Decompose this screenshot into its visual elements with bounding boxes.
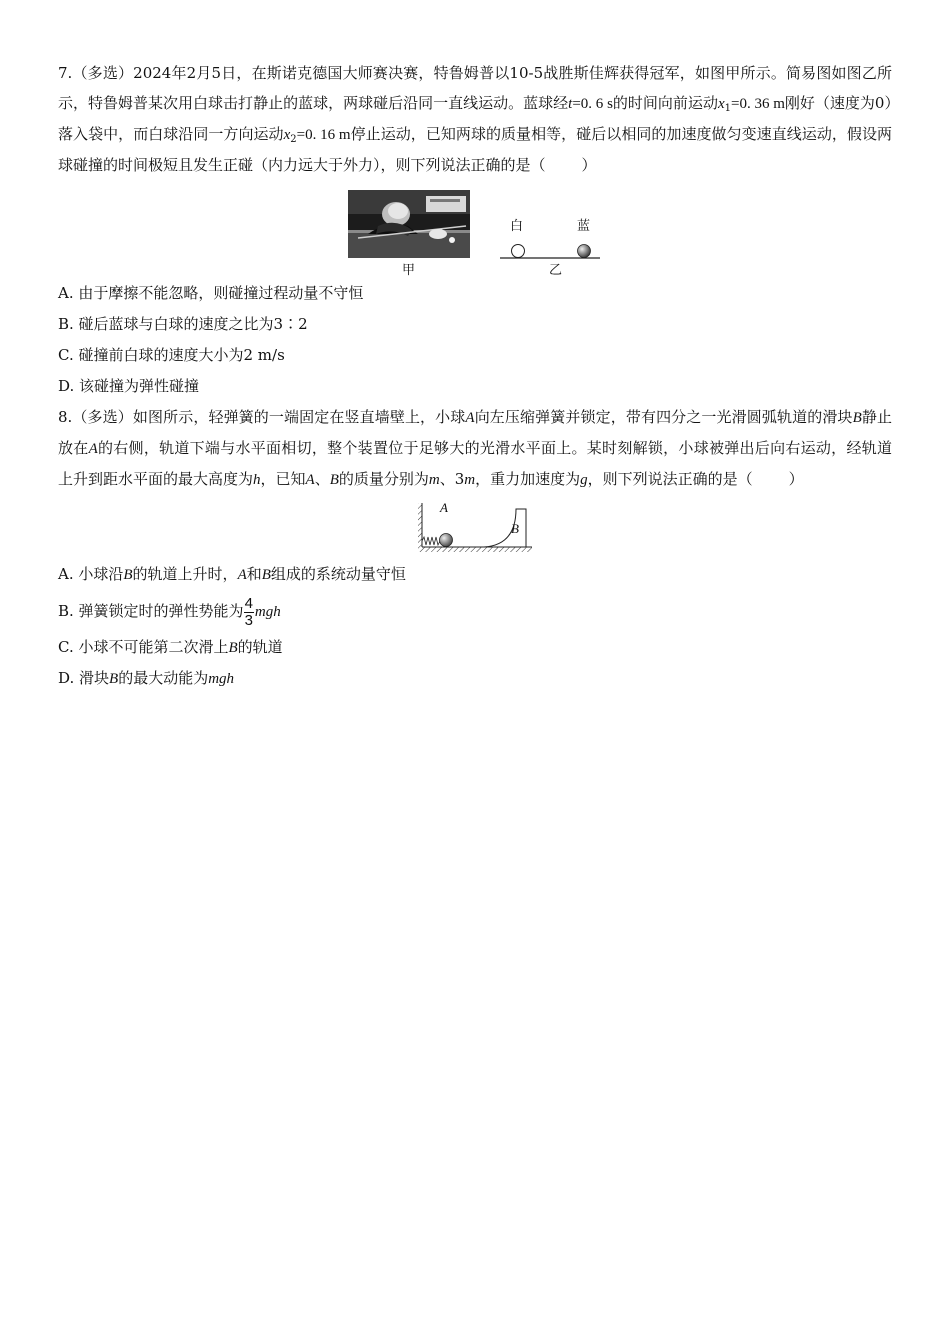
q7-option-a[interactable]: A. 由于摩擦不能忽略，则碰撞过程动量不守恒 (58, 284, 364, 302)
var-B: B (261, 567, 271, 583)
paren-close: ） (581, 156, 597, 174)
var-x1: x (717, 96, 725, 112)
var-h: h (253, 472, 261, 488)
paren-close: ） (788, 470, 804, 488)
figure-label-b: B (511, 521, 519, 536)
q7-text: 停止运动，已知两球的质量相等，碰后以相同的加速度做匀变速直线运动，假设两球碰撞的时间极短且发生正碰（内力远大于外力），则下列说法正确的是（ (58, 125, 892, 174)
var-g: g (580, 472, 588, 488)
q7-option-d[interactable]: D. 该碰撞为弹性碰撞 (58, 377, 200, 395)
opt-text: 组成的系统动量守恒 (270, 565, 406, 583)
val-x1: =0. 36 m (731, 96, 785, 112)
var-A: A (237, 567, 247, 583)
figure-7 (58, 186, 892, 276)
snooker-photo (348, 190, 470, 258)
opt-text: 的最大动能为 (118, 669, 209, 687)
figure-label-a: A (440, 500, 448, 515)
var-B: B (123, 567, 133, 583)
q8-text: 向左压缩弹簧并锁定，带有四分之一光滑圆弧轨道的滑块 (474, 408, 853, 426)
question-tag: （多选） (72, 408, 133, 426)
sub-2: 2 (290, 134, 297, 145)
opt-text: D. 滑块 (58, 669, 110, 687)
page (58, 58, 892, 694)
label-blue-ball: 蓝 (577, 219, 591, 234)
val-t: =0. 6 s (572, 96, 613, 112)
q7-option-c[interactable]: C. 碰撞前白球的速度大小为2 m/s (58, 346, 285, 364)
opt-text: 和 (246, 565, 262, 583)
q8-option-c[interactable] (58, 632, 892, 663)
q8-text: 如图所示，轻弹簧的一端固定在竖直墙壁上，小球 (132, 408, 466, 426)
label-white-ball: 白 (510, 219, 524, 234)
var-B: B (329, 472, 339, 488)
var-B: B (109, 671, 119, 687)
q7-text: 的时间向前运动 (612, 94, 718, 112)
q8-text: 的右侧，轨道下端与水平面相切，整个装置位于足够大的光滑水平面上。某时刻解锁，小球被弹出后向右运动，经轨道上升到距水平面的最大高度为 (58, 439, 892, 488)
var-B: B (852, 410, 862, 426)
fraction-denominator: 3 (244, 611, 253, 629)
opt-text: 的轨道上升时， (132, 565, 238, 583)
question-tag: （多选） (72, 64, 134, 82)
var-x2: x (283, 127, 291, 143)
var-mgh: mgh (208, 671, 235, 687)
q8-option-d[interactable] (58, 663, 892, 694)
val-x2: =0. 16 m (296, 127, 351, 143)
var-A: A (465, 410, 475, 426)
q7-option-b[interactable]: B. 碰后蓝球与白球的速度之比为3∶2 (58, 315, 308, 333)
var-A: A (88, 441, 98, 457)
opt-text: B. 弹簧锁定时的弹性势能为 (58, 602, 244, 620)
question-number: 8. (58, 408, 73, 426)
q8-option-b[interactable] (58, 590, 892, 632)
var-A: A (305, 472, 315, 488)
opt-text: C. 小球不可能第二次滑上 (58, 638, 229, 656)
q8-option-a[interactable] (58, 559, 892, 590)
q8-text: 、3 (439, 470, 465, 488)
q8-text: ，则下列说法正确的是（ (587, 470, 753, 488)
var-t: t (568, 96, 573, 112)
var-B: B (228, 640, 238, 656)
fraction (244, 596, 254, 629)
snooker-photo-image (348, 190, 470, 258)
figure-8 (58, 499, 892, 557)
opt-text: A. 小球沿 (58, 565, 124, 583)
q8-text: 静止放在 (58, 408, 892, 457)
var-mgh: mgh (254, 604, 281, 620)
q8-text: 、 (314, 470, 330, 488)
question-8-stem (58, 402, 892, 495)
q8-text: ，重力加速度为 (475, 470, 581, 488)
var-m: m (428, 472, 440, 488)
figure-caption-yi: 乙 (549, 263, 563, 278)
q7-text: 刚好（速度为0）落入袋中，而白球沿同一方向运动 (58, 94, 892, 143)
question-7-stem (58, 58, 892, 180)
sub-1: 1 (724, 103, 731, 114)
q8-text: ，已知 (260, 470, 306, 488)
question-number: 7. (58, 64, 73, 82)
q8-text: 的质量分别为 (338, 470, 429, 488)
q7-text: 2024年2月5日，在斯诺克德国大师赛决赛，特鲁姆普以10-5战胜斯佳辉获得冠军，如图甲所示。简易图如图乙所示，特鲁姆普某次用白球击打静止的蓝球，两球碰后沿同一直线运动。蓝球经 (58, 64, 892, 112)
figure-caption-jia: 甲 (402, 263, 416, 278)
fraction-numerator: 4 (244, 594, 253, 612)
opt-text: 的轨道 (237, 638, 283, 656)
var-m: m (464, 472, 476, 488)
